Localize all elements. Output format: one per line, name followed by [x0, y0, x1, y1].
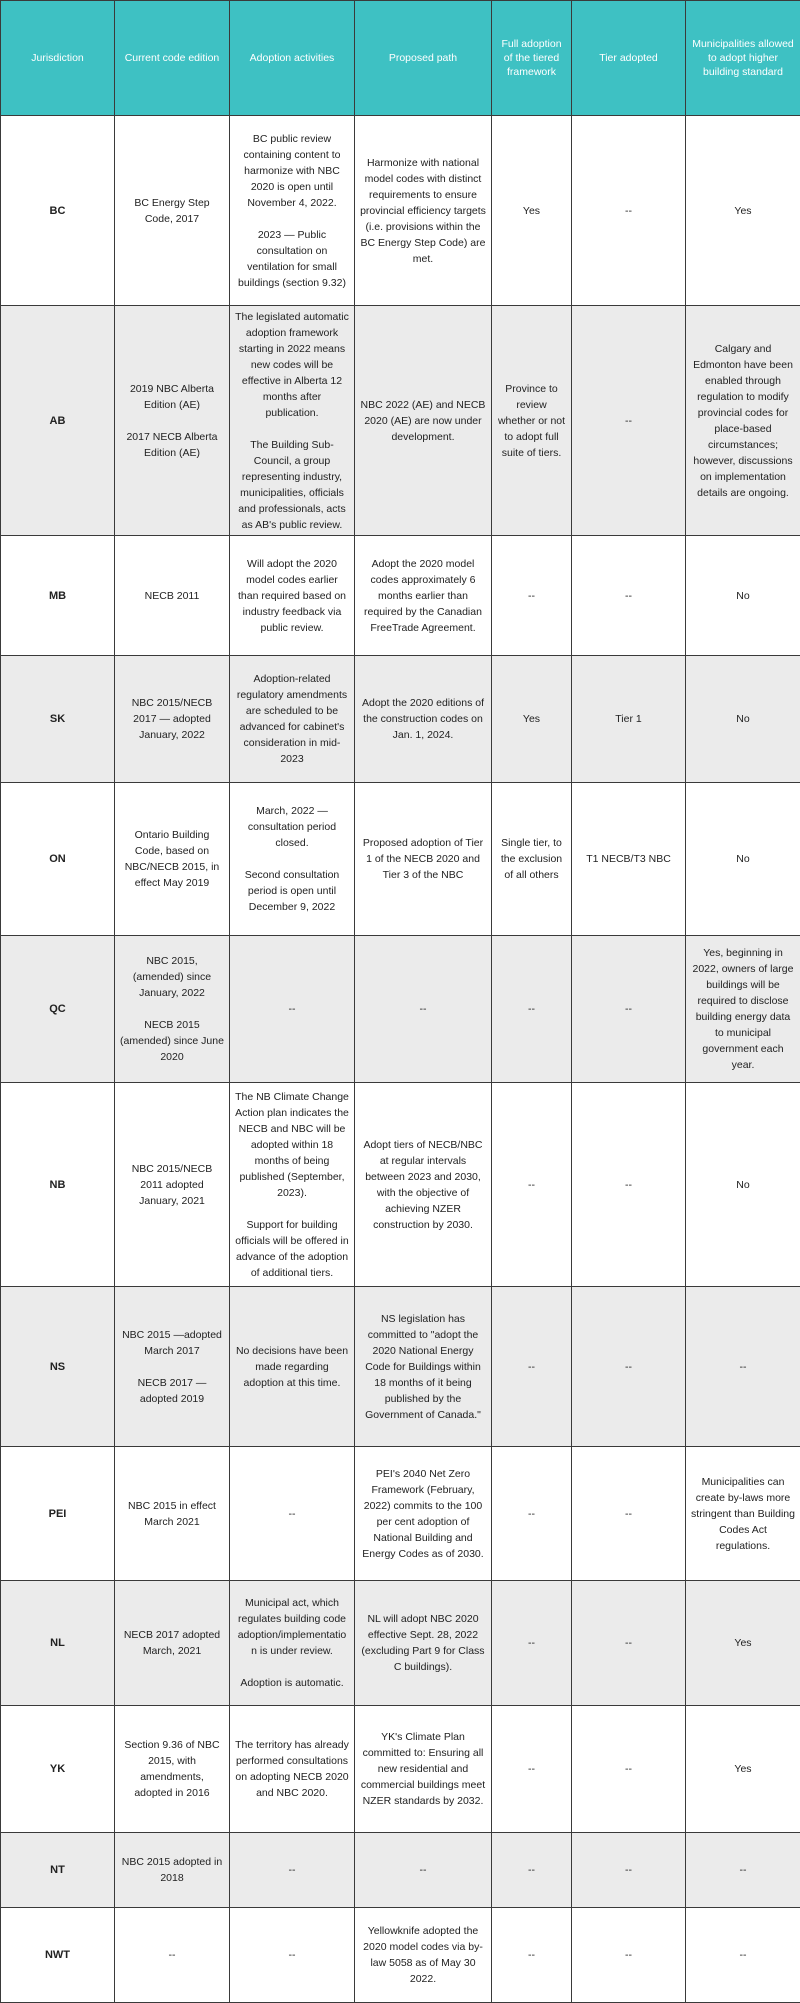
cell-full-adoption: --	[492, 536, 572, 656]
cell-municipalities: No	[686, 783, 800, 936]
cell-tier-adopted: --	[572, 116, 686, 306]
cell-municipalities: Calgary and Edmonton have been enabled through regulation to modify provincial codes for place-based circumstances; however, discussions on implementation details are ongoing.	[686, 306, 800, 536]
cell-adoption-activities: The territory has already performed consultations on adopting NECB 2020 and NBC 2020.	[230, 1706, 355, 1833]
cell-full-adoption: --	[492, 1908, 572, 2003]
cell-jurisdiction: AB	[1, 306, 115, 536]
cell-full-adoption: Province to review whether or not to adopt full suite of tiers.	[492, 306, 572, 536]
header-row	[1, 1, 800, 116]
table-row	[1, 1581, 800, 1706]
table-row	[1, 306, 800, 536]
cell-proposed-path: Harmonize with national model codes with distinct requirements to ensure provincial efficiency targets (i.e. provisions within the BC Energy Step Code) are met.	[355, 116, 492, 306]
table-row	[1, 1287, 800, 1447]
header-adoption-activities: Adoption activities	[230, 1, 355, 116]
cell-tier-adopted: --	[572, 1581, 686, 1706]
cell-tier-adopted: --	[572, 306, 686, 536]
cell-municipalities: No	[686, 536, 800, 656]
cell-adoption-activities: --	[230, 1447, 355, 1581]
cell-code-edition: NECB 2011	[115, 536, 230, 656]
cell-tier-adopted: --	[572, 1287, 686, 1447]
cell-full-adoption: --	[492, 1447, 572, 1581]
cell-full-adoption: --	[492, 1833, 572, 1908]
cell-full-adoption: Yes	[492, 116, 572, 306]
cell-jurisdiction: ON	[1, 783, 115, 936]
cell-adoption-activities: Will adopt the 2020 model codes earlier than required based on industry feedback via public review.	[230, 536, 355, 656]
cell-jurisdiction: NT	[1, 1833, 115, 1908]
cell-tier-adopted: T1 NECB/T3 NBC	[572, 783, 686, 936]
cell-proposed-path: Adopt tiers of NECB/NBC at regular intervals between 2023 and 2030, with the objective of achieving NZER construction by 2030.	[355, 1083, 492, 1287]
cell-proposed-path: Adopt the 2020 model codes approximately 6 months earlier than required by the Canadian FreeTrade Agreement.	[355, 536, 492, 656]
table-row	[1, 1833, 800, 1908]
cell-proposed-path: Proposed adoption of Tier 1 of the NECB 2020 and Tier 3 of the NBC	[355, 783, 492, 936]
cell-adoption-activities: No decisions have been made regarding adoption at this time.	[230, 1287, 355, 1447]
cell-full-adoption: --	[492, 1706, 572, 1833]
cell-jurisdiction: SK	[1, 656, 115, 783]
cell-jurisdiction: MB	[1, 536, 115, 656]
table-row	[1, 1447, 800, 1581]
cell-adoption-activities: The NB Climate Change Action plan indicates the NECB and NBC will be adopted within 18 months of being published (September, 2023). Support for building officials will be offered in advance of the adoption of additional tiers.	[230, 1083, 355, 1287]
cell-municipalities: Municipalities can create by-laws more stringent than Building Codes Act regulations.	[686, 1447, 800, 1581]
table-row	[1, 1706, 800, 1833]
cell-code-edition: NBC 2015 in effect March 2021	[115, 1447, 230, 1581]
cell-jurisdiction: BC	[1, 116, 115, 306]
cell-tier-adopted: --	[572, 1908, 686, 2003]
cell-proposed-path: Yellowknife adopted the 2020 model codes via by-law 5058 as of May 30 2022.	[355, 1908, 492, 2003]
table-row	[1, 1083, 800, 1287]
cell-tier-adopted: Tier 1	[572, 656, 686, 783]
cell-municipalities: No	[686, 1083, 800, 1287]
cell-adoption-activities: The legislated automatic adoption framework starting in 2022 means new codes will be effective in Alberta 12 months after publication. The Building Sub-Council, a group representing industry, municipalities, officials and professionals, acts as AB's public review.	[230, 306, 355, 536]
cell-adoption-activities: --	[230, 936, 355, 1083]
cell-code-edition: 2019 NBC Alberta Edition (AE) 2017 NECB Alberta Edition (AE)	[115, 306, 230, 536]
cell-code-edition: NBC 2015/NECB 2017 — adopted January, 2022	[115, 656, 230, 783]
cell-adoption-activities: --	[230, 1833, 355, 1908]
cell-jurisdiction: NB	[1, 1083, 115, 1287]
cell-proposed-path: Adopt the 2020 editions of the construction codes on Jan. 1, 2024.	[355, 656, 492, 783]
cell-jurisdiction: NWT	[1, 1908, 115, 2003]
cell-municipalities: Yes	[686, 116, 800, 306]
cell-code-edition: NBC 2015 —adopted March 2017 NECB 2017 — adopted 2019	[115, 1287, 230, 1447]
header-municipalities: Municipalities allowed to adopt higher building standard	[686, 1, 800, 116]
cell-tier-adopted: --	[572, 936, 686, 1083]
cell-tier-adopted: --	[572, 536, 686, 656]
cell-municipalities: Yes	[686, 1706, 800, 1833]
table-row	[1, 656, 800, 783]
header-tier-adopted: Tier adopted	[572, 1, 686, 116]
cell-jurisdiction: PEI	[1, 1447, 115, 1581]
cell-full-adoption: --	[492, 1287, 572, 1447]
table-row	[1, 116, 800, 306]
cell-jurisdiction: NS	[1, 1287, 115, 1447]
cell-code-edition: NBC 2015, (amended) since January, 2022 NECB 2015 (amended) since June 2020	[115, 936, 230, 1083]
cell-code-edition: Section 9.36 of NBC 2015, with amendments, adopted in 2016	[115, 1706, 230, 1833]
cell-code-edition: NBC 2015 adopted in 2018	[115, 1833, 230, 1908]
cell-municipalities: Yes	[686, 1581, 800, 1706]
cell-adoption-activities: Adoption-related regulatory amendments are scheduled to be advanced for cabinet's consideration in mid-2023	[230, 656, 355, 783]
cell-full-adoption: --	[492, 1083, 572, 1287]
header-full-adoption: Full adoption of the tiered framework	[492, 1, 572, 116]
cell-code-edition: Ontario Building Code, based on NBC/NECB 2015, in effect May 2019	[115, 783, 230, 936]
cell-jurisdiction: QC	[1, 936, 115, 1083]
cell-adoption-activities: March, 2022 — consultation period closed. Second consultation period is open until December 9, 2022	[230, 783, 355, 936]
cell-tier-adopted: --	[572, 1447, 686, 1581]
cell-adoption-activities: BC public review containing content to harmonize with NBC 2020 is open until November 4, 2022. 2023 — Public consultation on ventilation for small buildings (section 9.32)	[230, 116, 355, 306]
table-row	[1, 536, 800, 656]
cell-adoption-activities: --	[230, 1908, 355, 2003]
cell-adoption-activities: Municipal act, which regulates building code adoption/implementation is under review. Adoption is automatic.	[230, 1581, 355, 1706]
cell-tier-adopted: --	[572, 1083, 686, 1287]
cell-code-edition: BC Energy Step Code, 2017	[115, 116, 230, 306]
cell-municipalities: --	[686, 1908, 800, 2003]
cell-proposed-path: --	[355, 1833, 492, 1908]
header-code-edition: Current code edition	[115, 1, 230, 116]
cell-jurisdiction: YK	[1, 1706, 115, 1833]
header-proposed-path: Proposed path	[355, 1, 492, 116]
cell-proposed-path: NBC 2022 (AE) and NECB 2020 (AE) are now under development.	[355, 306, 492, 536]
cell-proposed-path: PEI's 2040 Net Zero Framework (February, 2022) commits to the 100 per cent adoption of National Building and Energy Codes as of 2030.	[355, 1447, 492, 1581]
table-body	[1, 116, 800, 2003]
cell-proposed-path: NS legislation has committed to "adopt the 2020 National Energy Code for Buildings within 18 months of it being published by the Government of Canada."	[355, 1287, 492, 1447]
cell-proposed-path: --	[355, 936, 492, 1083]
cell-full-adoption: --	[492, 936, 572, 1083]
cell-municipalities: Yes, beginning in 2022, owners of large buildings will be required to disclose building energy data to municipal government each year.	[686, 936, 800, 1083]
cell-jurisdiction: NL	[1, 1581, 115, 1706]
table-row	[1, 936, 800, 1083]
cell-proposed-path: YK's Climate Plan committed to: Ensuring all new residential and commercial buildings meet NZER standards by 2032.	[355, 1706, 492, 1833]
cell-code-edition: NBC 2015/NECB 2011 adopted January, 2021	[115, 1083, 230, 1287]
cell-code-edition: --	[115, 1908, 230, 2003]
cell-full-adoption: Single tier, to the exclusion of all others	[492, 783, 572, 936]
header-jurisdiction: Jurisdiction	[1, 1, 115, 116]
cell-tier-adopted: --	[572, 1833, 686, 1908]
table-row	[1, 783, 800, 936]
table-row	[1, 1908, 800, 2003]
cell-tier-adopted: --	[572, 1706, 686, 1833]
cell-municipalities: No	[686, 656, 800, 783]
cell-code-edition: NECB 2017 adopted March, 2021	[115, 1581, 230, 1706]
cell-proposed-path: NL will adopt NBC 2020 effective Sept. 28, 2022 (excluding Part 9 for Class C buildings).	[355, 1581, 492, 1706]
cell-full-adoption: Yes	[492, 656, 572, 783]
cell-full-adoption: --	[492, 1581, 572, 1706]
cell-municipalities: --	[686, 1287, 800, 1447]
cell-municipalities: --	[686, 1833, 800, 1908]
